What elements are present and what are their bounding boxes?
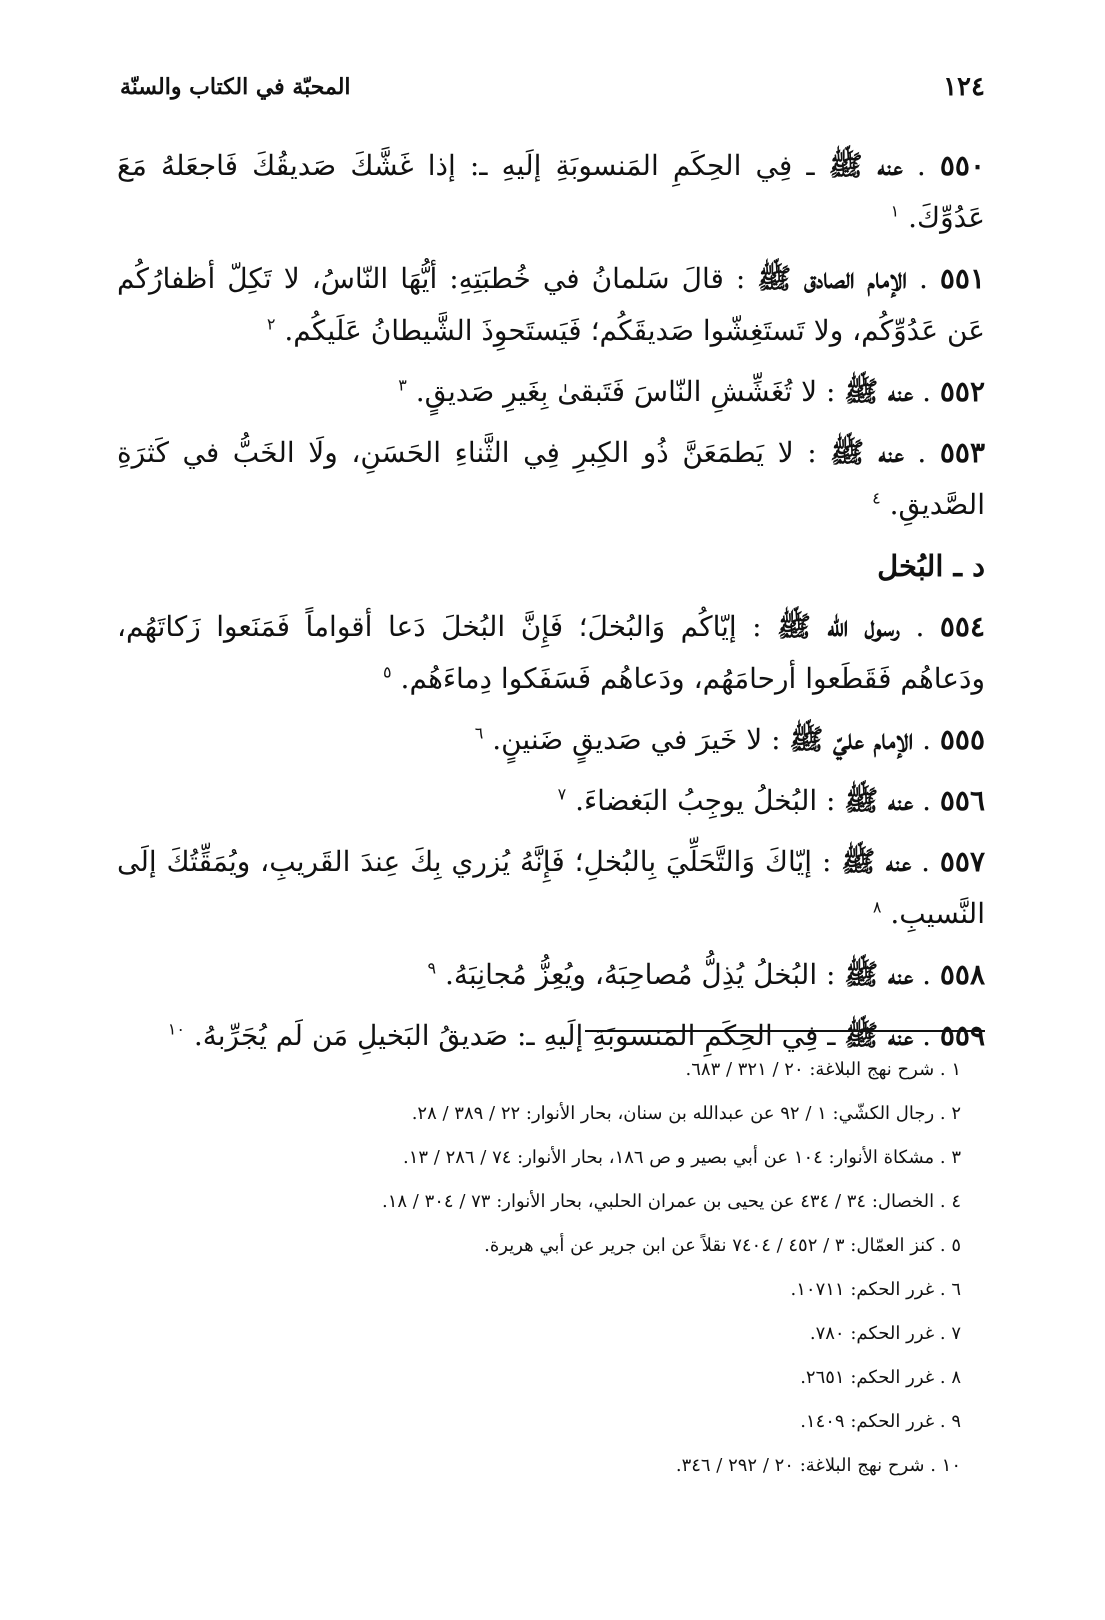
- hadith-entry: ٥٥٤ . رسول الله ﷺ : إيّاكُم وَالبُخلَ؛ فَإِنَّ البُخلَ دَعا أقواماً فَمَنَعوا زَكاتَهُم، ودَعاهُم فَقَطَعوا أرحامَهُم، ودَعاهُم فَسَفَكوا دِماءَهُم. $^٥$: [117, 610, 986, 695]
- footnotes: [117, 1050, 985, 1490]
- entry-number: ٥٥١: [939, 262, 985, 295]
- entry-source: الإمام الصادق ﷺ: [757, 262, 907, 295]
- footnote: ٨ . غرر الحكم: ٢٦٥١.: [800, 1367, 961, 1388]
- hadith-entry: ٥٥٢ . عنه ﷺ : لا تُغَشِّشِ النّاسَ فَتَبقىٰ بِغَيرِ صَديقٍ. $^٣$: [398, 375, 985, 408]
- footnote: ٩ . غرر الحكم: ١٤٠٩.: [800, 1411, 961, 1432]
- footnote-ref: ٣: [398, 375, 407, 395]
- entry-number: ٥٥٣: [939, 436, 986, 469]
- footnote-ref: ٦: [474, 723, 484, 743]
- entry-number: ٥٥٩: [939, 1019, 985, 1052]
- hadith-entry: ٥٥١ . الإمام الصادق ﷺ : قالَ سَلمانُ في خُطبَتِهِ: أيُّهَا النّاسُ، لا تَكِلّ أظفارُكُم عَن عَدُوِّكُم، ولا تَستَغِشّوا صَديقَكُم؛ فَيَستَحوِذَ الشَّيطانُ عَلَيكُم. $^٢$: [117, 262, 985, 347]
- entry-text: : البُخلُ يُذِلُّ مُصاحِبَهُ، ويُعِزُّ مُجانِبَهُ.: [445, 958, 836, 991]
- hadith-entry: ٥٥٠ . عنه ﷺ ـ فِي الحِكَمِ المَنسوبَةِ إلَيهِ ـ: إذا غَشَّكَ صَديقُكَ فَاجعَلهُ مَعَ عَدُوِّكَ. $^١$: [117, 149, 986, 234]
- entry-number: ٥٥٧: [939, 845, 986, 878]
- hadith-entry: ٥٥٣ . عنه ﷺ : لا يَطمَعَنَّ ذُو الكِبرِ فِي الثَّناءِ الحَسَنِ، ولَا الخَبُّ في كَثرَةِ الصَّديقِ. $^٤$: [117, 436, 986, 521]
- entry-source: عنه ﷺ: [844, 375, 914, 408]
- entry-source: عنه ﷺ: [828, 149, 903, 182]
- entry-text: : لا يَطمَعَنَّ ذُو الكِبرِ فِي الثَّناءِ الحَسَنِ، ولَا الخَبُّ في كَثرَةِ الصَّديقِ.: [117, 436, 985, 521]
- entry-source: عنه ﷺ: [844, 958, 914, 991]
- footnote-ref: ٤: [872, 488, 881, 508]
- hadith-entry: ٥٥٨ . عنه ﷺ : البُخلُ يُذِلُّ مُصاحِبَهُ، ويُعِزُّ مُجانِبَهُ. $^٩$: [427, 958, 985, 991]
- main-text: [117, 140, 985, 1071]
- footnote-ref: ٨: [872, 897, 882, 917]
- entry-text: : إيّاكَ وَالتَّحَلِّيَ بِالبُخلِ؛ فَإِنَّهُ يُزري بِكَ عِندَ القَريبِ، ويُمَقِّتُكَ إلَى النَّسيبِ.: [117, 845, 985, 930]
- entry-source: عنه ﷺ: [844, 784, 914, 817]
- entry-source: عنه ﷺ: [841, 845, 912, 878]
- entry-text: : لا تُغَشِّشِ النّاسَ فَتَبقىٰ بِغَيرِ صَديقٍ.: [415, 375, 836, 408]
- entry-source: عنه ﷺ: [830, 436, 904, 469]
- footnote: ٥ . كنز العمّال: ٣ / ٤٥٢ / ٧٤٠٤ نقلاً عن ابن جرير عن أبي هريرة.: [484, 1235, 961, 1256]
- section-heading: د ـ البُخل: [877, 549, 985, 583]
- hadith-entry: ٥٥٥ . الإمام عليّ ﷺ : لا خَيرَ في صَديقٍ ضَنينٍ. $^٦$: [474, 723, 985, 756]
- book-title: المحبّة في الكتاب والسنّة: [120, 74, 351, 100]
- footnote: ٢ . رجال الكشّي: ١ / ٩٢ عن عبدالله بن سنان، بحار الأنوار: ٢٢ / ٣٨٩ / ٢٨.: [411, 1103, 961, 1124]
- footnote: ٧ . غرر الحكم: ٧٨٠.: [809, 1323, 961, 1344]
- entry-number: ٥٥٨: [939, 958, 985, 991]
- footnote: ٣ . مشكاة الأنوار: ١٠٤ عن أبي بصير و ص ١٨٦، بحار الأنوار: ٧٤ / ٢٨٦ / ١٣.: [402, 1147, 961, 1168]
- hadith-entry: ٥٥٧ . عنه ﷺ : إيّاكَ وَالتَّحَلِّيَ بِالبُخلِ؛ فَإِنَّهُ يُزري بِكَ عِندَ القَريبِ، ويُمَقِّتُكَ إلَى النَّسيبِ. $^٨$: [117, 845, 986, 930]
- entry-text: : لا خَيرَ في صَديقٍ ضَنينٍ.: [492, 723, 781, 756]
- footnote-ref: ٢: [266, 314, 276, 334]
- entry-number: ٥٥٢: [939, 375, 985, 408]
- entry-number: ٥٥٤: [939, 610, 986, 643]
- footnote: ٤ . الخصال: ٣٤ / ٤٣٤ عن يحيى بن عمران الحلبي، بحار الأنوار: ٧٣ / ٣٠٤ / ١٨.: [382, 1191, 961, 1212]
- footnote: ١٠ . شرح نهج البلاغة: ٢٠ / ٢٩٢ / ٣٤٦.: [675, 1455, 961, 1476]
- hadith-entry: ٥٥٦ . عنه ﷺ : البُخلُ يوجِبُ البَغضاءَ. $^٧$: [557, 784, 985, 817]
- footnote-ref: ٧: [557, 784, 567, 804]
- footnote-divider: [585, 1030, 985, 1032]
- footnote-ref: ١: [890, 201, 900, 221]
- footnote: ٦ . غرر الحكم: ١٠٧١١.: [790, 1279, 961, 1300]
- entry-text: : إيّاكُم وَالبُخلَ؛ فَإِنَّ البُخلَ دَعا أقواماً فَمَنَعوا زَكاتَهُم، ودَعاهُم فَقَطَعوا أرحامَهُم، ودَعاهُم فَسَفَكوا دِماءَهُم.: [117, 610, 985, 695]
- entry-source: عنه ﷺ: [844, 1019, 914, 1052]
- entry-number: ٥٥٠: [939, 149, 986, 182]
- entry-source: الإمام عليّ ﷺ: [789, 723, 914, 756]
- footnote-ref: ١٠: [167, 1019, 185, 1039]
- footnote-ref: ٥: [383, 662, 392, 682]
- entry-number: ٥٥٥: [939, 723, 985, 756]
- entry-text: ـ فِي الحِكَمِ المَنسوبَةِ إلَيهِ ـ: إذا غَشَّكَ صَديقُكَ فَاجعَلهُ مَعَ عَدُوِّكَ.: [117, 149, 985, 234]
- footnote: ١ . شرح نهج البلاغة: ٢٠ / ٣٢١ / ٦٨٣.: [685, 1059, 961, 1080]
- entry-number: ٥٥٦: [939, 784, 985, 817]
- entry-text: ـ فِي الحِكَمِ المَنسوبَةِ إلَيهِ ـ: صَديقُ البَخيلِ مَن لَم يُجَرِّبهُ.: [193, 1019, 836, 1052]
- entry-text: : البُخلُ يوجِبُ البَغضاءَ.: [575, 784, 836, 817]
- entry-text: : قالَ سَلمانُ في خُطبَتِهِ: أيُّهَا النّاسُ، لا تَكِلّ أظفارُكُم عَن عَدُوِّكُم، ولا تَستَغِشّوا صَديقَكُم؛ فَيَستَحوِذَ الشَّيطانُ عَلَيكُم.: [117, 262, 985, 347]
- footnote-ref: ٩: [427, 958, 437, 978]
- hadith-entry: ٥٥٩ . عنه ﷺ ـ فِي الحِكَمِ المَنسوبَةِ إلَيهِ ـ: صَديقُ البَخيلِ مَن لَم يُجَرِّبهُ. $^{١٠}$: [167, 1019, 985, 1052]
- running-header: [120, 72, 985, 108]
- page-number: ١٢٤: [943, 72, 985, 102]
- entry-source: رسول الله ﷺ: [777, 610, 900, 643]
